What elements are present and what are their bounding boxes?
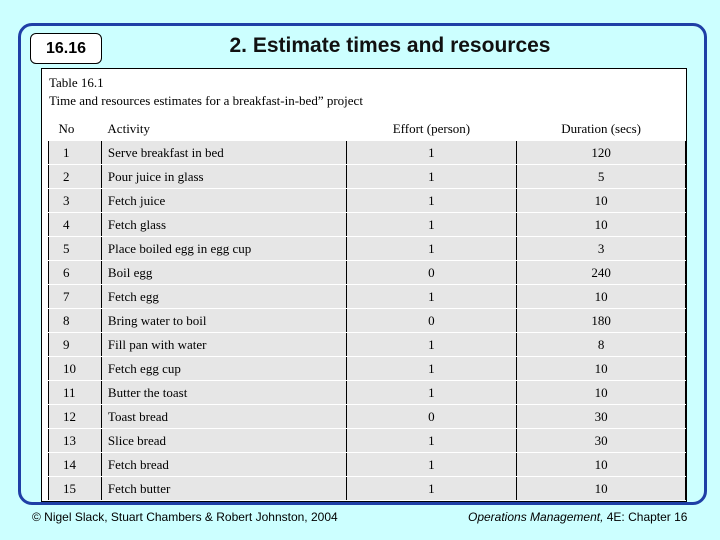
book-title: Operations Management, [468, 510, 604, 524]
cell-duration: 3 [517, 237, 686, 261]
cell-no: 8 [49, 309, 102, 333]
table-row [49, 381, 686, 405]
cell-activity: Fetch butter [101, 477, 346, 501]
cell-effort: 1 [346, 237, 517, 261]
table-row [49, 477, 686, 501]
cell-activity: Serve breakfast in bed [101, 141, 346, 165]
cell-no: 15 [49, 477, 102, 501]
book-chapter: 4E: Chapter 16 [603, 510, 688, 524]
table-row [49, 309, 686, 333]
cell-effort: 0 [346, 405, 517, 429]
cell-no: 6 [49, 261, 102, 285]
cell-duration: 240 [517, 261, 686, 285]
cell-effort: 1 [346, 213, 517, 237]
cell-no: 12 [49, 405, 102, 429]
cell-duration: 10 [517, 453, 686, 477]
cell-effort: 1 [346, 357, 517, 381]
cell-duration: 8 [517, 333, 686, 357]
cell-activity: Fetch juice [101, 189, 346, 213]
cell-activity: Bring water to boil [101, 309, 346, 333]
table-row [49, 261, 686, 285]
book-footer [468, 510, 687, 524]
cell-no: 2 [49, 165, 102, 189]
cell-no: 9 [49, 333, 102, 357]
cell-effort: 1 [346, 429, 517, 453]
cell-duration: 180 [517, 309, 686, 333]
table-row [49, 189, 686, 213]
slide-number: 16.16 [30, 33, 102, 64]
table-row [49, 405, 686, 429]
cell-duration: 10 [517, 357, 686, 381]
cell-activity: Fetch bread [101, 453, 346, 477]
cell-no: 1 [49, 141, 102, 165]
cell-duration: 10 [517, 381, 686, 405]
cell-no: 14 [49, 453, 102, 477]
cell-activity: Fetch glass [101, 213, 346, 237]
cell-activity: Boil egg [101, 261, 346, 285]
cell-no: 11 [49, 381, 102, 405]
cell-duration: 120 [517, 141, 686, 165]
cell-effort: 1 [346, 453, 517, 477]
cell-no: 7 [49, 285, 102, 309]
cell-activity: Fill pan with water [101, 333, 346, 357]
cell-effort: 1 [346, 477, 517, 501]
cell-effort: 1 [346, 141, 517, 165]
cell-duration: 10 [517, 213, 686, 237]
cell-duration: 10 [517, 477, 686, 501]
cell-duration: 30 [517, 429, 686, 453]
cell-effort: 1 [346, 381, 517, 405]
estimates-table [48, 117, 686, 501]
table-panel [41, 68, 687, 502]
table-row [49, 357, 686, 381]
cell-activity: Fetch egg [101, 285, 346, 309]
cell-no: 13 [49, 429, 102, 453]
cell-effort: 1 [346, 165, 517, 189]
table-row [49, 141, 686, 165]
table-row [49, 213, 686, 237]
header-effort: Effort (person) [346, 117, 517, 141]
cell-activity: Pour juice in glass [101, 165, 346, 189]
cell-duration: 10 [517, 285, 686, 309]
cell-activity: Fetch egg cup [101, 357, 346, 381]
cell-no: 5 [49, 237, 102, 261]
cell-activity: Butter the toast [101, 381, 346, 405]
table-caption-title: Time and resources estimates for a breakfast-in-bed” project [49, 93, 363, 108]
copyright-footer: © Nigel Slack, Stuart Chambers & Robert Johnston, 2004 [32, 510, 338, 524]
cell-no: 4 [49, 213, 102, 237]
table-row [49, 429, 686, 453]
header-no: No [49, 117, 102, 141]
table-row [49, 453, 686, 477]
cell-activity: Slice bread [101, 429, 346, 453]
cell-no: 3 [49, 189, 102, 213]
cell-effort: 0 [346, 309, 517, 333]
table-row [49, 165, 686, 189]
cell-effort: 1 [346, 285, 517, 309]
table-header-row [49, 117, 686, 141]
cell-duration: 5 [517, 165, 686, 189]
table-row [49, 237, 686, 261]
cell-effort: 1 [346, 333, 517, 357]
slide-title: 2. Estimate times and resources [229, 34, 551, 57]
cell-activity: Place boiled egg in egg cup [101, 237, 346, 261]
cell-effort: 0 [346, 261, 517, 285]
cell-duration: 10 [517, 189, 686, 213]
table-row [49, 285, 686, 309]
table-caption-number: Table 16.1 [49, 75, 104, 90]
table-row [49, 333, 686, 357]
header-activity: Activity [101, 117, 346, 141]
cell-activity: Toast bread [101, 405, 346, 429]
table-caption [49, 74, 363, 110]
cell-no: 10 [49, 357, 102, 381]
header-duration: Duration (secs) [517, 117, 686, 141]
cell-effort: 1 [346, 189, 517, 213]
cell-duration: 30 [517, 405, 686, 429]
